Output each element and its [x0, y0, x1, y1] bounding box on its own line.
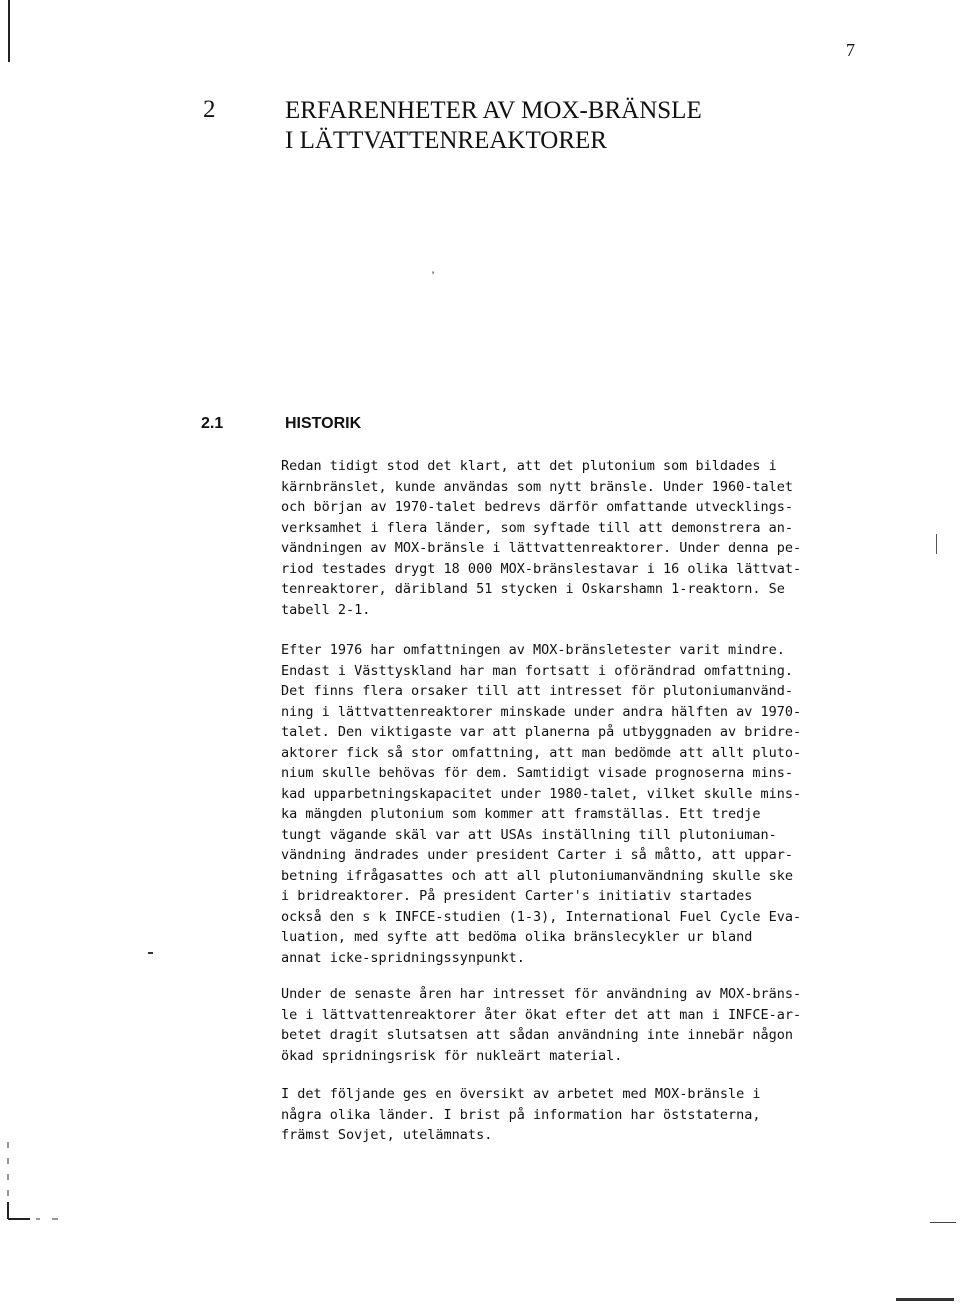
paragraph: I det följande ges en översikt av arbetet med MOX-bränsle i några olika länder. I brist på information har öststaterna, främst Sovjet, utelämnats.	[281, 1086, 761, 1143]
scan-artifact-tick	[936, 534, 937, 554]
chapter-number: 2	[203, 96, 216, 123]
chapter-title-line: I LÄTTVATTENREAKTORER	[285, 127, 607, 154]
scan-artifact-line	[930, 1222, 956, 1223]
section-number: 2.1	[201, 415, 224, 432]
chapter-title-line: ERFARENHETER AV MOX-BRÄNSLE	[285, 97, 702, 124]
page-number: 7	[846, 40, 855, 60]
scan-artifact-corner	[0, 1142, 60, 1227]
paragraph: Under de senaste åren har intresset för användning av MOX-bräns- le i lättvattenreaktorer åter ökat efter det att man i INFCE-ar- betet dragit slutsatsen att sådan användning inte innebär någon ökad spridningsrisk för nukleärt material.	[281, 986, 802, 1064]
section-title: HISTORIK	[285, 415, 362, 432]
scan-artifact-line	[896, 1298, 954, 1301]
scan-artifact-edge	[8, 0, 10, 62]
paragraph: Redan tidigt stod det klart, att det plutonium som bildades i kärnbränslet, kunde användas som nytt bränsle. Under 1960-talet och början av 1970-talet bedrevs därför omfattande utvecklings- verksamhet i flera länder, som syftade till att demonstrera an- vändningen av MOX-bränsle i lättvattenreaktorer. Under denna pe- riod testades drygt 18 000 MOX-bränslestavar i 16 olika lättvat- tenreaktorer, däribland 51 stycken i Oskarshamn 1-reaktorn. Se tabell 2-1.	[281, 458, 802, 618]
paragraph: Efter 1976 har omfattningen av MOX-bränsletester varit mindre. Endast i Västtyskland har man fortsatt i oförändrad omfattning. Det finns flera orsaker till att intresset för plutoniumanvänd- ning i lättvattenreaktorer minskade under andra hälften av 1970- talet. Den viktigaste var att planerna på utbyggnaden av bridre- aktorer fick så stor omfattning, att man bedömde att allt pluto- nium skulle behövas för dem. Samtidigt visade prognoserna mins- kad upparbetningskapacitet under 1980-talet, vilket skulle mins- ka mängden plutonium som kommer att framställas. Ett tredje tungt vägande skäl var att USAs inställning till plutoniuman- vändning ändrades under president Carter i så måtto, att uppar- betning ifrågasattes och att all plutoniumanvändning skulle ske i bridreaktorer. På president Carter's initiativ startades också den s k INFCE-studien (1-3), International Fuel Cycle Eva- luation, med syfte att bedöma olika bränslecykler ur bland annat icke-spridningssynpunkt.	[281, 642, 802, 966]
chapter-title	[285, 96, 702, 156]
scan-artifact-dot	[148, 952, 153, 954]
scan-stray-mark: '	[432, 268, 435, 282]
